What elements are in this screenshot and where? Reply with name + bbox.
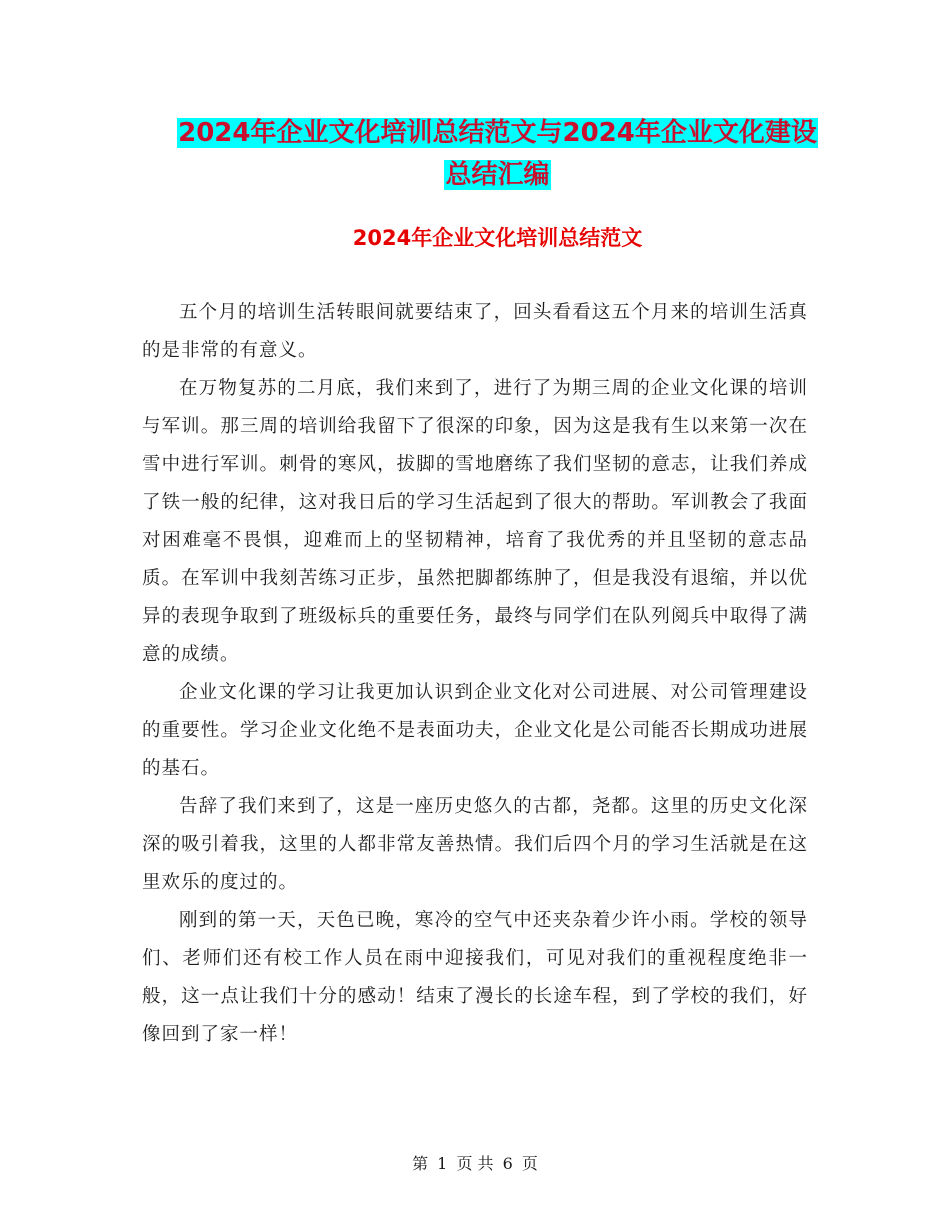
document-title bbox=[140, 112, 855, 196]
footer-prefix: 第 bbox=[412, 1154, 429, 1173]
footer-total-pages: 6 bbox=[502, 1154, 513, 1173]
document-title-line2: 总结汇编 bbox=[445, 160, 550, 190]
paragraph-1: 五个月的培训生活转眼间就要结束了，回头看看这五个月来的培训生活真的是非常的有意义。 bbox=[142, 302, 808, 361]
page-footer bbox=[0, 1152, 950, 1176]
paragraph-3: 企业文化课的学习让我更加认识到企业文化对公司进展、对公司管理建设的重要性。学习企业文化绝不是表面功夫，企业文化是公司能否长期成功进展的基石。 bbox=[142, 682, 808, 779]
body-text bbox=[142, 294, 808, 1054]
document-title-line1: 2024年企业文化培训总结范文与2024年企业文化建设 bbox=[178, 118, 817, 148]
paragraph-4: 告辞了我们来到了，这是一座历史悠久的古都，尧都。这里的历史文化深深的吸引着我，这里的人都非常友善热情。我们后四个月的学习生活就是在这里欢乐的度过的。 bbox=[142, 796, 808, 893]
footer-suffix: 页 bbox=[521, 1154, 538, 1173]
footer-page-number: 1 bbox=[437, 1154, 448, 1173]
paragraph-5: 刚到的第一天，天色已晚，寒冷的空气中还夹杂着少许小雨。学校的领导们、老师们还有校工作人员在雨中迎接我们，可见对我们的重视程度绝非一般，这一点让我们十分的感动！结束了漫长的长途车程，到了学校的我们，好像回到了家一样！ bbox=[142, 910, 808, 1045]
section-title: 2024年企业文化培训总结范文 bbox=[352, 226, 643, 250]
paragraph-2: 在万物复苏的二月底，我们来到了，进行了为期三周的企业文化课的培训与军训。那三周的培训给我留下了很深的印象，因为这是我有生以来第一次在雪中进行军训。刺骨的寒风，拔脚的雪地磨练了我们坚韧的意志，让我们养成了铁一般的纪律，这对我日后的学习生活起到了很大的帮助。军训教会了我面对困难毫不畏惧，迎难而上的坚韧精神，培育了我优秀的并且坚韧的意志品质。在军训中我刻苦练习正步，虽然把脚都练肿了，但是我没有退缩，并以优异的表现争取到了班级标兵的重要任务，最终与同学们在队列阅兵中取得了满意的成绩。 bbox=[142, 378, 808, 665]
footer-middle: 页 共 bbox=[456, 1154, 494, 1173]
